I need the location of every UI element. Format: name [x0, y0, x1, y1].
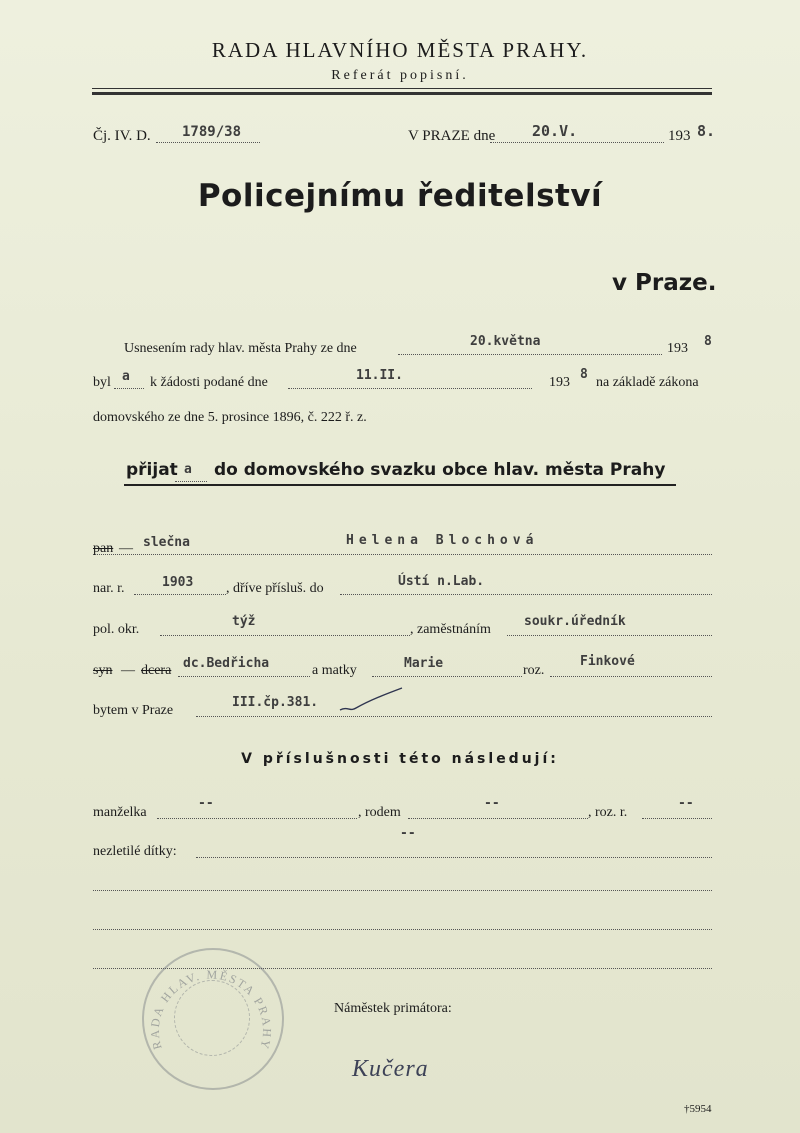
- resolution-line1-date: 20.května: [470, 334, 541, 349]
- resolution-line1-dotline: [398, 354, 662, 355]
- council-heading: RADA HLAVNÍHO MĚSTA PRAHY.: [211, 38, 589, 62]
- seal-text: RADA HLAV. MĚSTA PRAHY: [147, 967, 275, 1053]
- occupation-dotline: [507, 635, 712, 636]
- born-dotline: [408, 818, 588, 819]
- year-suffix: 8.: [697, 122, 716, 140]
- wife-label: manželka: [93, 805, 147, 820]
- accepted-rest: do domovského svazku obce hlav. města Prahy: [214, 460, 666, 480]
- accepted-underline: [124, 484, 676, 486]
- cj-dotline: [156, 142, 260, 143]
- children-dotline: [196, 857, 712, 858]
- prev-label: , dříve přísluš. do: [226, 581, 324, 596]
- prev-value: Ústí n.Lab.: [398, 574, 485, 589]
- signature-title: Náměstek primátora:: [334, 1001, 452, 1016]
- header-rule-bottom: [92, 92, 712, 95]
- address-pen-check: [336, 686, 406, 716]
- mother-value: Marie: [404, 656, 444, 671]
- born-year-label: , roz. r.: [588, 805, 628, 820]
- born-year-value: --: [678, 796, 694, 811]
- daughter-struck: dcera: [141, 663, 172, 678]
- birth-value: 1903: [162, 575, 194, 590]
- father-dotline: [178, 676, 310, 677]
- title-struck: pan: [93, 541, 114, 556]
- mother-label: a matky: [312, 663, 357, 678]
- resolution-line2-fill: a: [122, 369, 130, 384]
- birth-dotline: [134, 594, 226, 595]
- department-subheading: Referát popisní.: [331, 68, 469, 83]
- son-dash: —: [121, 663, 135, 678]
- name-dotline: [93, 554, 712, 555]
- father-value: dc.Bedřicha: [183, 656, 270, 671]
- place-label: V PRAZE dne: [408, 128, 496, 144]
- born-label: , rodem: [358, 805, 401, 820]
- accepted-word: přijat: [126, 460, 178, 480]
- resolution-line2-date-dotline: [288, 388, 532, 389]
- district-value: týž: [232, 614, 256, 629]
- title-dash: —: [119, 541, 133, 556]
- wife-value: --: [198, 796, 214, 811]
- son-struck: syn: [93, 663, 113, 678]
- title-value: slečna: [143, 535, 190, 550]
- occupation-value: soukr.úředník: [524, 614, 626, 629]
- signature-handwritten: Kučera: [352, 1056, 429, 1082]
- cj-label: Čj. IV. D.: [93, 128, 151, 144]
- accepted-fill-dotline: [175, 481, 207, 482]
- occupation-label: , zaměstnáním: [410, 622, 491, 637]
- district-dotline: [160, 635, 410, 636]
- born-value: --: [484, 796, 500, 811]
- born-year-dotline: [642, 818, 712, 819]
- resolution-line2-year-prefix: 193: [549, 375, 570, 390]
- recipient-city: v Praze.: [612, 270, 717, 296]
- resolution-line2-label-c: na základě zákona: [596, 375, 699, 390]
- children-value: --: [400, 826, 416, 841]
- resolution-line2-fill-dotline: [114, 388, 144, 389]
- birth-label: nar. r.: [93, 581, 125, 596]
- form-number: †5954: [684, 1103, 712, 1115]
- maiden-dotline: [550, 676, 712, 677]
- blank-dotline-2: [93, 929, 712, 930]
- resolution-line2-label-b: k žádosti podané dne: [150, 375, 268, 390]
- maiden-value: Finkové: [580, 654, 635, 669]
- svg-text:RADA HLAV. MĚSTA PRAHY: [148, 967, 274, 1052]
- recipient-title: Policejnímu ředitelství: [197, 178, 603, 214]
- address-dotline: [196, 716, 712, 717]
- mother-dotline: [372, 676, 522, 677]
- name-value: Helena Blochová: [346, 533, 539, 548]
- district-label: pol. okr.: [93, 622, 140, 637]
- address-label: bytem v Praze: [93, 703, 174, 718]
- resolution-line3: domovského ze dne 5. prosince 1896, č. 222 ř. z.: [93, 410, 367, 425]
- address-value: III.čp.381.: [232, 695, 319, 710]
- children-label: nezletilé dítky:: [93, 844, 177, 859]
- date-dotline: [490, 142, 664, 143]
- resolution-line1-year-prefix: 193: [667, 341, 688, 356]
- resolution-line2-label-a: byl: [93, 375, 111, 390]
- blank-dotline-1: [93, 890, 712, 891]
- followers-heading: V příslušnosti této následují:: [241, 751, 559, 767]
- maiden-label: roz.: [523, 663, 545, 678]
- cj-value: 1789/38: [182, 124, 242, 140]
- header-rule-top: [92, 88, 712, 89]
- resolution-line2-date: 11.II.: [356, 368, 403, 383]
- year-prefix: 193: [668, 128, 691, 144]
- prev-dotline: [340, 594, 712, 595]
- accepted-fill: a: [184, 462, 192, 477]
- wife-dotline: [157, 818, 357, 819]
- resolution-line1-label: Usnesením rady hlav. města Prahy ze dne: [124, 341, 357, 356]
- date-value: 20.V.: [532, 122, 578, 140]
- resolution-line2-year-suffix: 8: [580, 367, 588, 382]
- seal-text-arc: [142, 948, 280, 1086]
- resolution-line1-year-suffix: 8: [704, 334, 712, 349]
